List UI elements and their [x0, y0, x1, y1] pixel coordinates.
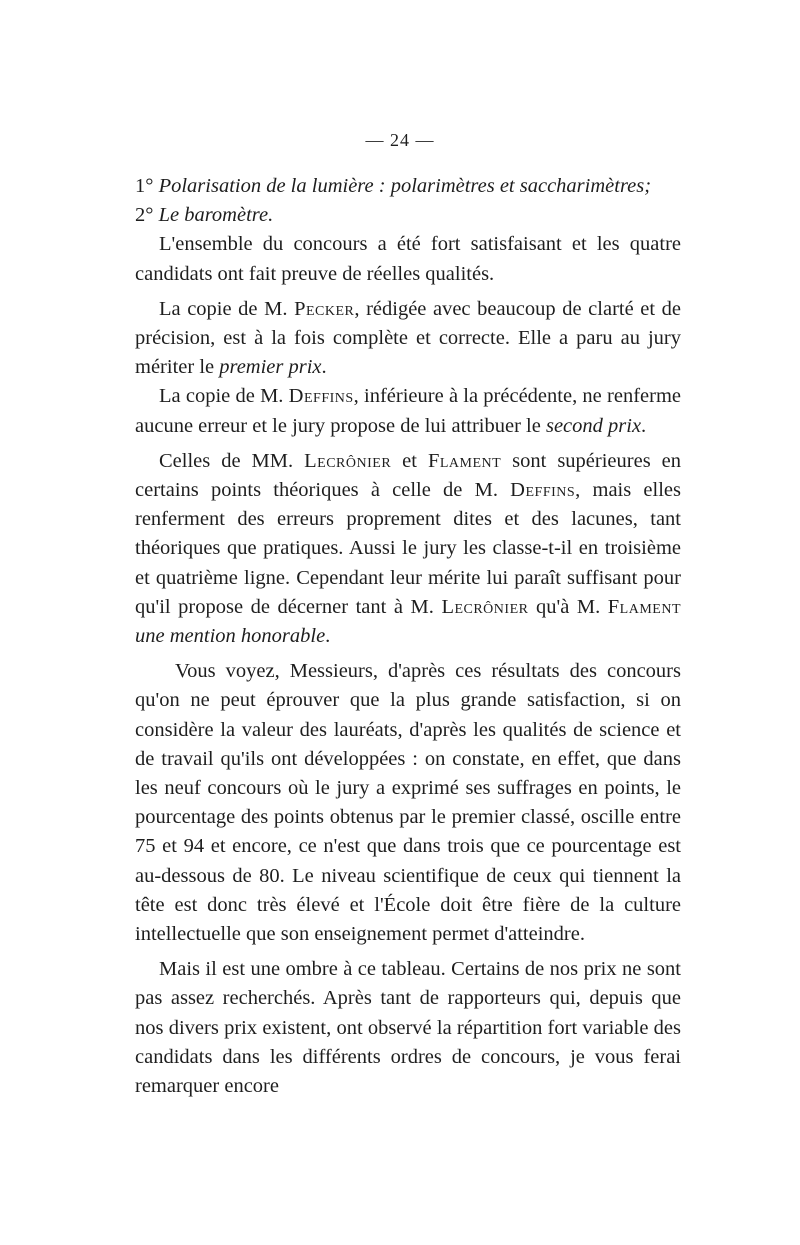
- paragraph-text: , inférieure à la précédente, ne renferme aucune erreur et le jury propose de lui attribuer le: [135, 385, 681, 437]
- italic-text: Le baromètre.: [158, 204, 274, 227]
- paragraph-text: La copie de M.: [159, 385, 289, 408]
- body-text: [135, 172, 681, 1101]
- italic-text: une mention honorable: [135, 625, 326, 648]
- page-number: — 24 —: [365, 130, 435, 150]
- paragraph-text: .: [641, 414, 647, 437]
- paragraph-text: .: [321, 356, 327, 379]
- person-name: Deffins: [288, 385, 354, 408]
- paragraph-text: sont supérieures en certains points théoriques à celle de M.: [135, 449, 682, 502]
- paragraph-text: Vous voyez, Messieurs, d'après ces résultats des concours qu'on ne peut éprouver que la plus grande satisfaction, si on considère la valeur des lauréats, d'après les qualités de science et de travail qu'ils ont développées : on constate, en effet, que dans les neuf concours où le jury a exprimé ses suffrages en points, le pourcentage des points obtenus par le premier classé, oscille entre 75 et 94 et encore, ce n'est que dans trois que ce pourcentage est au-dessous de 80. Le niveau scientifique de ceux qui tiennent la tête est donc très élevé et l'École doit être fière de la culture intellectuelle que son enseignement permet d'atteindre.: [135, 660, 681, 946]
- person-name: Lecrônier: [304, 449, 392, 472]
- italic-text: second prix: [545, 414, 642, 437]
- person-name: Lecrônier: [441, 595, 529, 618]
- paragraph: [135, 447, 681, 651]
- paragraph-list-item-2: [135, 201, 681, 230]
- paragraph-text: .: [325, 625, 331, 648]
- paragraph-text: Mais il est une ombre à ce tableau. Certains de nos prix ne sont pas assez recherchés. Après tant de rapporteurs qui, depuis que nos divers prix existent, ont observé la répartition fort variable des candidats dans les différents ordres de concours, je vous ferai remarquer encore: [135, 958, 681, 1098]
- paragraph-list-item-1: [135, 172, 681, 201]
- paragraph: [135, 230, 681, 288]
- paragraph: [135, 955, 681, 1101]
- paragraph: [135, 295, 681, 383]
- italic-text: Polarisation de la lumière : polarimètres et saccharimètres;: [158, 175, 652, 197]
- person-name: Pecker: [294, 297, 355, 320]
- paragraph-text: qu'à M.: [528, 595, 608, 618]
- paragraph-text: , rédigée avec beaucoup de clarté et de précision, est à la fois complète et correcte. Elle a paru au jury mériter le: [135, 297, 681, 379]
- paragraph-text: Celles de MM.: [159, 449, 305, 472]
- paragraph: [135, 657, 681, 949]
- list-marker: 2°: [135, 204, 159, 227]
- person-name: Flament: [607, 595, 681, 618]
- list-marker: 1°: [135, 175, 159, 197]
- paragraph-text: La copie de M.: [159, 297, 295, 320]
- paragraph-text: L'ensemble du concours a été fort satisfaisant et les quatre candidats ont fait preuve de réelles qualités.: [135, 233, 681, 285]
- paragraph: [135, 382, 681, 440]
- paragraph-text: et: [391, 449, 428, 472]
- paragraph-text: , mais elles renferment des erreurs proprement dites et des lacunes, tant théoriques que pratiques. Aussi le jury les classe-t-il en troisième et quatrième ligne. Cependant leur mérite lui paraît suffisant pour qu'il propose de décerner tant à M.: [135, 479, 681, 618]
- italic-text: premier prix: [219, 356, 322, 379]
- person-name: Deffins: [510, 479, 576, 502]
- person-name: Flament: [427, 449, 502, 472]
